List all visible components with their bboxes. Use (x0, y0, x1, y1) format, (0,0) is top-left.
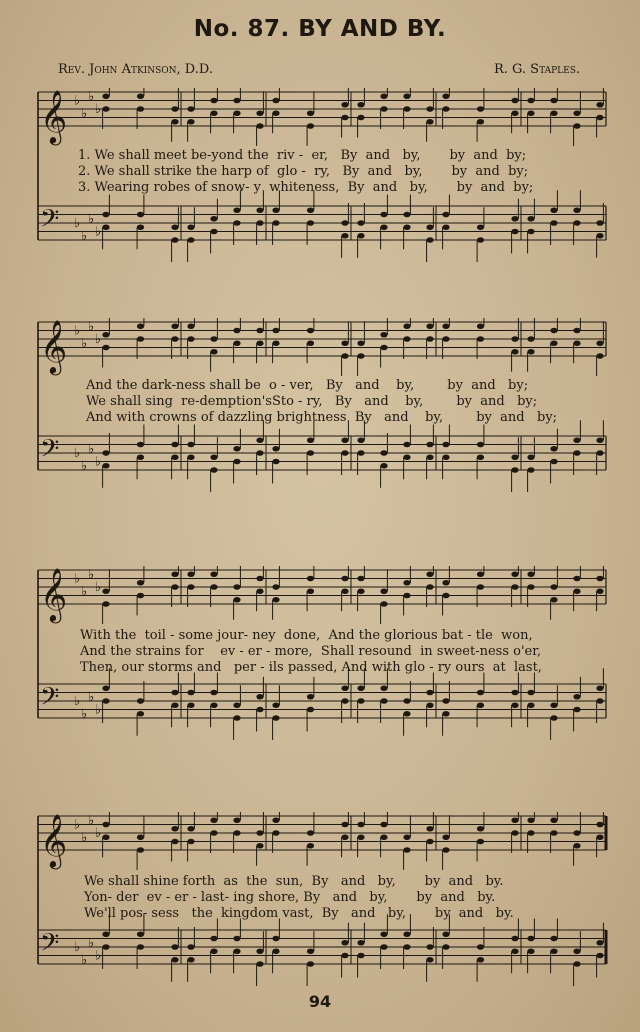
svg-text:♭: ♭ (81, 458, 88, 474)
page-number: 94 (308, 992, 332, 1011)
svg-text:♭: ♭ (81, 228, 88, 244)
svg-text:♭: ♭ (81, 706, 88, 722)
lyric-line: And the strains for ev - er - more, Shall resound in sweet-ness o'er, (80, 644, 542, 659)
lyric-line: And the dark-ness shall be o - ver, By and by, by and by; (86, 378, 529, 393)
lyric-line: 3. Wearing robes of snow- y whiteness, By and by, by and by; (78, 180, 534, 195)
hymn-title: No. 87. BY AND BY. (193, 16, 447, 42)
lyric-line: 1. We shall meet be-yond the riv - er, By and by, by and by; (78, 148, 527, 163)
lyric-line: And with crowns of dazzling brightness By and by, by and by; (86, 410, 558, 425)
svg-text:♭: ♭ (95, 454, 102, 470)
svg-text:♭: ♭ (81, 830, 88, 846)
lyric-line: Then, our storms and per - ils passed, And with glo - ry ours at last, (80, 660, 542, 675)
svg-text:♭: ♭ (74, 817, 81, 833)
svg-text:♭: ♭ (81, 336, 88, 352)
lyrics-system-1 (78, 148, 598, 196)
lyric-line: We shall sing re-demption'sSto - ry, By and by, by and by; (86, 394, 538, 409)
lyric-line: Yon- der ev - er - last- ing shore, By and by, by and by. (84, 890, 496, 905)
lyrics-system-3 (80, 628, 600, 676)
svg-text:♭: ♭ (88, 813, 95, 829)
svg-text:♭: ♭ (74, 446, 81, 461)
svg-text:♭: ♭ (74, 93, 81, 109)
svg-text:𝄢: 𝄢 (40, 204, 60, 240)
svg-text:♭: ♭ (88, 89, 95, 105)
svg-text:𝄢: 𝄢 (40, 928, 60, 964)
lyric-line: With the toil - some jour- ney done, And the glorious bat - tle won, (80, 628, 533, 643)
svg-text:♭: ♭ (95, 826, 102, 841)
svg-text:♭: ♭ (74, 694, 81, 709)
svg-text:𝄞: 𝄞 (40, 89, 68, 143)
svg-text:𝄢: 𝄢 (40, 682, 60, 718)
svg-text:♭: ♭ (81, 106, 88, 122)
svg-text:♭: ♭ (88, 211, 95, 227)
lyric-line: We'll pos- sess the kingdom vast, By and by, by and by. (84, 906, 514, 921)
svg-text:𝄞: 𝄞 (40, 567, 68, 621)
svg-text:♭: ♭ (74, 940, 81, 955)
svg-text:♭: ♭ (88, 689, 95, 705)
svg-text:𝄞: 𝄞 (40, 813, 68, 867)
svg-text:♭: ♭ (74, 571, 81, 587)
svg-text:𝄞: 𝄞 (40, 319, 68, 373)
svg-text:𝄢: 𝄢 (40, 434, 60, 470)
svg-text:♭: ♭ (95, 702, 102, 718)
svg-text:♭: ♭ (95, 332, 102, 347)
svg-text:♭: ♭ (81, 952, 88, 968)
svg-text:♭: ♭ (88, 935, 95, 951)
lyrics-system-2 (86, 378, 606, 426)
lyric-line: We shall shine forth as the sun, By and by, by and by. (84, 874, 504, 889)
svg-text:♭: ♭ (88, 319, 95, 335)
composer-credit: R. G. Staples. (493, 62, 580, 77)
svg-text:♭: ♭ (74, 323, 81, 339)
svg-text:♭: ♭ (81, 584, 88, 600)
svg-text:♭: ♭ (95, 948, 102, 964)
svg-text:♭: ♭ (95, 580, 102, 595)
author-credit: Rev. John Atkinson, D.D. (58, 62, 213, 77)
svg-text:♭: ♭ (95, 224, 102, 240)
lyrics-system-4 (84, 874, 604, 922)
lyric-line: 2. We shall strike the harp of glo - ry, By and by, by and by; (78, 164, 529, 179)
svg-text:♭: ♭ (88, 567, 95, 583)
svg-text:♭: ♭ (74, 216, 81, 231)
svg-text:♭: ♭ (95, 102, 102, 117)
svg-text:♭: ♭ (88, 441, 95, 457)
